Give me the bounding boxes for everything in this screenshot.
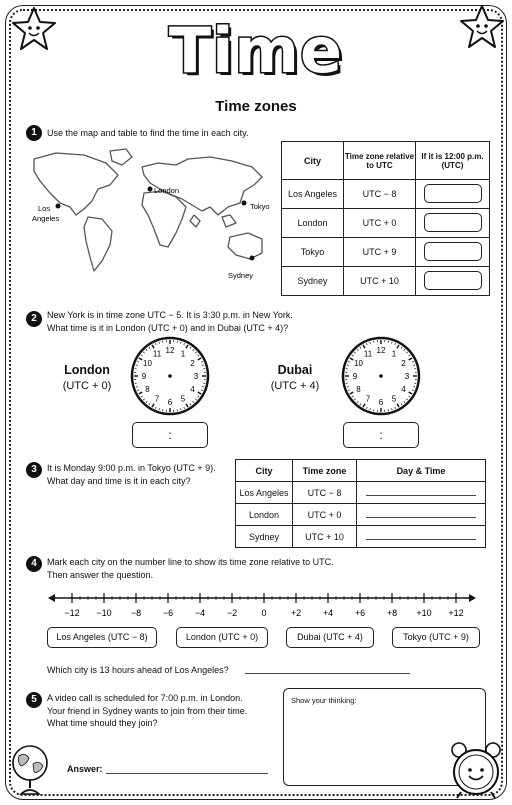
question-number: 4 <box>26 556 42 572</box>
answer-box[interactable] <box>424 242 482 261</box>
clock-number: 6 <box>378 398 384 407</box>
question-number: 5 <box>26 692 42 708</box>
number-line-label: −6 <box>162 608 174 618</box>
clock-number: 10 <box>354 359 363 368</box>
table-cell-zone: UTC + 9 <box>344 238 416 267</box>
clock-number: 1 <box>180 349 186 359</box>
question-text-line: Mark each city on the number line to show its time zone relative to UTC. <box>47 557 334 567</box>
working-box-label: Show your thinking: <box>291 696 357 705</box>
clock-label-london <box>52 363 122 392</box>
answer-box[interactable] <box>424 213 482 232</box>
question-text-line: Your friend in Sydney wants to join from their time. <box>47 705 248 716</box>
clock-number: 1 <box>391 349 397 359</box>
table-cell-city: Los Angeles <box>282 180 344 209</box>
clock-number: 12 <box>165 346 175 355</box>
clock-number: 7 <box>365 394 371 404</box>
table-cell-zone: UTC + 10 <box>344 267 416 296</box>
table-row <box>236 482 486 504</box>
question-text-line: What day and time is it in each city? <box>47 475 191 486</box>
map-label-tokyo: Tokyo <box>250 202 270 211</box>
number-line-label: +2 <box>290 608 302 618</box>
table-cell-zone: UTC + 10 <box>293 526 357 548</box>
question-1-text: Use the map and table to find the time in each city. <box>47 128 249 138</box>
table-cell-zone: UTC + 0 <box>293 504 357 526</box>
time-answer-box[interactable]: : <box>132 422 208 448</box>
time-zone-table <box>281 141 490 296</box>
city-zone: (UTC + 4) <box>270 380 320 392</box>
clock-number: 10 <box>143 359 152 368</box>
number-line[interactable] <box>48 588 476 620</box>
city-card[interactable]: London (UTC + 0) <box>176 627 268 648</box>
clock-face[interactable] <box>130 336 210 416</box>
table-cell-city: London <box>282 209 344 238</box>
clock-number: 8 <box>356 385 361 394</box>
clock-number: 3 <box>193 372 199 381</box>
page-title: Time <box>168 14 344 87</box>
clock-number: 2 <box>401 359 406 368</box>
clock-label-dubai <box>260 363 330 392</box>
clock-number: 11 <box>152 349 162 359</box>
table-cell-city: London <box>236 504 293 526</box>
question-3-text <box>47 462 216 487</box>
question-5-text <box>47 692 247 730</box>
table-cell-city: Sydney <box>282 267 344 296</box>
city-name: Dubai <box>277 363 313 377</box>
number-line-label: −12 <box>64 608 80 618</box>
question-text-line: New York is in time zone UTC − 5. It is 3:30 p.m. in New York. <box>47 310 293 320</box>
alarm-clock-icon <box>447 740 505 800</box>
clock-number: 8 <box>145 385 150 394</box>
table-row <box>282 180 490 209</box>
table-row <box>282 238 490 267</box>
table-header: City <box>282 142 344 180</box>
question-number: 1 <box>26 125 42 141</box>
table-cell-zone: UTC − 8 <box>293 482 357 504</box>
table-header: City <box>236 460 293 482</box>
clock-number: 4 <box>401 385 406 394</box>
map-label-los-angeles: Los <box>38 204 51 213</box>
answer-line[interactable] <box>245 673 410 674</box>
clock-number: 2 <box>190 359 195 368</box>
answer-line[interactable] <box>366 517 476 518</box>
clock-number: 4 <box>190 385 195 394</box>
table-header: Time zone <box>293 460 357 482</box>
table-cell-zone: UTC − 8 <box>344 180 416 209</box>
city-card[interactable]: Los Angeles (UTC − 8) <box>47 627 157 648</box>
number-line-label: +6 <box>354 608 366 618</box>
table-cell-city: Los Angeles <box>236 482 293 504</box>
question-4-prompt: Which city is 13 hours ahead of Los Angeles? <box>47 665 229 675</box>
clock-number: 7 <box>154 394 160 404</box>
question-number: 2 <box>26 311 42 327</box>
number-line-label: 0 <box>261 608 267 618</box>
answer-line[interactable] <box>106 773 268 774</box>
clock-face[interactable] <box>341 336 421 416</box>
table-row <box>236 504 486 526</box>
map-label-london: London <box>154 186 180 195</box>
answer-box[interactable] <box>424 184 482 203</box>
table-row <box>236 526 486 548</box>
map-label-los-angeles: Angeles <box>32 214 60 223</box>
question-text-line: It is Monday 9:00 p.m. in Tokyo (UTC + 9). <box>47 463 216 473</box>
clock-number: 9 <box>141 372 147 381</box>
clock-number: 5 <box>391 394 397 404</box>
number-line-label: −10 <box>96 608 112 618</box>
number-line-label: +12 <box>448 608 464 618</box>
table-row <box>282 267 490 296</box>
question-text-line: What time should they join? <box>47 718 158 728</box>
city-name: London <box>64 363 110 377</box>
number-line-label: +8 <box>386 608 398 618</box>
world-map <box>26 145 278 285</box>
question-2-text <box>47 309 293 334</box>
table-header: If it is 12:00 p.m. (UTC) <box>416 142 490 180</box>
page-subtitle: Time zones <box>215 98 297 115</box>
clock-number: 6 <box>167 398 173 407</box>
number-line-label: +4 <box>322 608 334 618</box>
map-label-sydney: Sydney <box>228 271 254 280</box>
question-number: 3 <box>26 462 42 478</box>
clock-number: 5 <box>180 394 186 404</box>
city-card[interactable]: Tokyo (UTC + 9) <box>392 627 480 648</box>
clock-number: 3 <box>404 372 410 381</box>
number-line-label: −4 <box>194 608 206 618</box>
answer-line[interactable] <box>366 539 476 540</box>
answer-label: Answer: <box>67 764 103 774</box>
clock-number: 12 <box>376 346 386 355</box>
answer-box[interactable] <box>424 271 482 290</box>
day-time-table <box>235 459 486 548</box>
globe-icon <box>9 742 51 798</box>
clock-number: 11 <box>363 349 373 359</box>
time-answer-box[interactable]: : <box>343 422 419 448</box>
number-line-label: +10 <box>416 608 432 618</box>
question-text-line: A video call is scheduled for 7:00 p.m. in London. <box>47 693 243 703</box>
city-zone: (UTC + 0) <box>62 380 112 392</box>
question-text-line: What time is it in London (UTC + 0) and in Dubai (UTC + 4)? <box>47 322 289 333</box>
city-card[interactable]: Dubai (UTC + 4) <box>286 627 374 648</box>
table-header: Time zone relative to UTC <box>344 142 416 180</box>
clock-number: 9 <box>352 372 358 381</box>
number-line-label: −8 <box>130 608 142 618</box>
table-header: Day & Time <box>357 460 486 482</box>
question-4-text <box>47 556 334 581</box>
table-cell-city: Sydney <box>236 526 293 548</box>
answer-line[interactable] <box>366 495 476 496</box>
table-cell-zone: UTC + 0 <box>344 209 416 238</box>
question-text-line: Then answer the question. <box>47 569 154 580</box>
number-line-label: −2 <box>226 608 238 618</box>
table-cell-city: Tokyo <box>282 238 344 267</box>
table-row <box>282 209 490 238</box>
